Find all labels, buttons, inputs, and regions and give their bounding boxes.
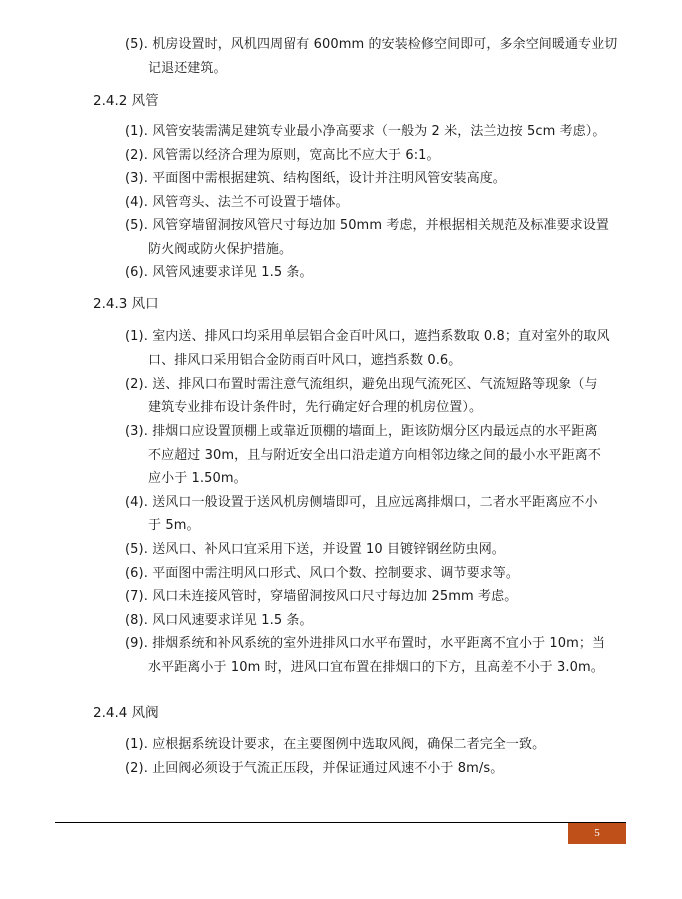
item-text: 机房设置时，风机四周留有 600mm 的安装检修空间即可，多余空间暖通专业切 xyxy=(152,37,618,52)
item-number: (8). xyxy=(125,612,148,628)
item-text-cont: 口、排风口采用铝合金防雨百叶风口，遮挡系数 0.6。 xyxy=(148,352,462,368)
item-text: 风管安装需满足建筑专业最小净高要求（一般为 2 米，法兰边按 5cm 考虑）。 xyxy=(152,124,606,139)
item-number: (2). xyxy=(125,761,148,776)
item-number: (1). xyxy=(125,124,148,139)
list-item xyxy=(125,609,625,633)
item-text: 风口未连接风管时，穿墙留洞按风口尺寸每边加 25mm 考虑。 xyxy=(152,589,518,604)
list-item xyxy=(125,167,625,191)
list-item xyxy=(125,33,625,80)
item-text: 送风口、补风口宜采用下送，并设置 10 目镀锌钢丝防虫网。 xyxy=(152,542,505,557)
item-number: (3). xyxy=(125,424,148,439)
item-text: 排烟口应设置顶棚上或靠近顶棚的墙面上，距该防烟分区内最远点的水平距离 xyxy=(152,424,598,439)
item-text-cont: 建筑专业排布设计条件时，先行确定好合理的机房位置）。 xyxy=(148,400,483,415)
item-text: 止回阀必须设于气流正压段，并保证通过风速不小于 8m/s。 xyxy=(152,761,504,776)
item-text-cont: 记退还建筑。 xyxy=(148,60,227,76)
item-text: 风口风速要求详见 1.5 条。 xyxy=(152,612,313,628)
list-item xyxy=(125,585,625,609)
item-number: (5). xyxy=(125,37,148,52)
item-text-cont: 水平距离小于 10m 时，进风口宜布置在排烟口的下方，且高差不小于 3.0m。 xyxy=(148,659,604,675)
list-item xyxy=(125,538,625,562)
list-item xyxy=(125,373,625,420)
list-item xyxy=(125,491,625,538)
item-number: (2). xyxy=(125,376,148,392)
section-heading: 2.4.4 风阀 xyxy=(93,705,159,721)
item-text: 风管需以经济合理为原则，宽高比不应大于 6:1。 xyxy=(152,147,440,163)
item-number: (6). xyxy=(125,565,148,581)
item-text-cont: 不应超过 30m，且与附近安全出口沿走道方向相邻边缘之间的最小水平距离不 xyxy=(148,447,601,463)
item-text: 风管穿墙留洞按风管尺寸每边加 50mm 考虑，并根据相关规范及标准要求设置 xyxy=(152,218,610,233)
list-item xyxy=(125,144,625,168)
item-number: (7). xyxy=(125,589,148,604)
section-heading: 2.4.2 风管 xyxy=(93,93,159,109)
item-text: 送、排风口布置时需注意气流组织，避免出现气流死区、气流短路等现象（与 xyxy=(152,376,598,392)
item-text: 风管弯头、法兰不可设置于墙体。 xyxy=(152,194,349,210)
item-number: (2). xyxy=(125,147,148,163)
item-number: (6). xyxy=(125,265,148,280)
item-number: (3). xyxy=(125,171,148,186)
item-text: 排烟系统和补风系统的室外进排风口水平布置时，水平距离不宜小于 10m；当 xyxy=(152,636,606,651)
list-item xyxy=(125,562,625,586)
item-number: (5). xyxy=(125,542,148,557)
item-text: 平面图中需注明风口形式、风口个数、控制要求、调节要求等。 xyxy=(152,565,519,581)
page-number: 5 xyxy=(568,823,626,844)
item-text: 平面图中需根据建筑、结构图纸，设计并注明风管安装高度。 xyxy=(152,171,506,186)
list-item xyxy=(125,733,625,757)
item-number: (1). xyxy=(125,737,148,752)
list-item xyxy=(125,632,625,679)
list-item xyxy=(125,325,625,372)
list-item xyxy=(125,420,625,491)
item-text-cont: 防火阀或防火保护措施。 xyxy=(148,241,293,257)
list-item xyxy=(125,120,625,144)
item-number: (5). xyxy=(125,218,148,233)
item-number: (4). xyxy=(125,194,148,210)
item-number: (4). xyxy=(125,494,148,510)
list-item xyxy=(125,191,625,215)
item-text: 应根据系统设计要求，在主要图例中选取风阀，确保二者完全一致。 xyxy=(152,737,546,752)
item-text: 风管风速要求详见 1.5 条。 xyxy=(152,265,313,280)
list-item xyxy=(125,757,625,781)
item-text-cont: 应小于 1.50m。 xyxy=(148,471,247,486)
item-number: (1). xyxy=(125,329,148,344)
list-item xyxy=(125,214,625,261)
section-heading: 2.4.3 风口 xyxy=(93,296,159,312)
item-text: 室内送、排风口均采用单层铝合金百叶风口，遮挡系数取 0.8；直对室外的取风 xyxy=(152,329,610,344)
item-text-cont: 于 5m。 xyxy=(148,518,200,533)
footer-divider xyxy=(55,822,626,823)
item-number: (9). xyxy=(125,636,148,651)
list-item xyxy=(125,261,625,285)
item-text: 送风口一般设置于送风机房侧墙即可，且应远离排烟口，二者水平距离应不小 xyxy=(152,494,598,510)
